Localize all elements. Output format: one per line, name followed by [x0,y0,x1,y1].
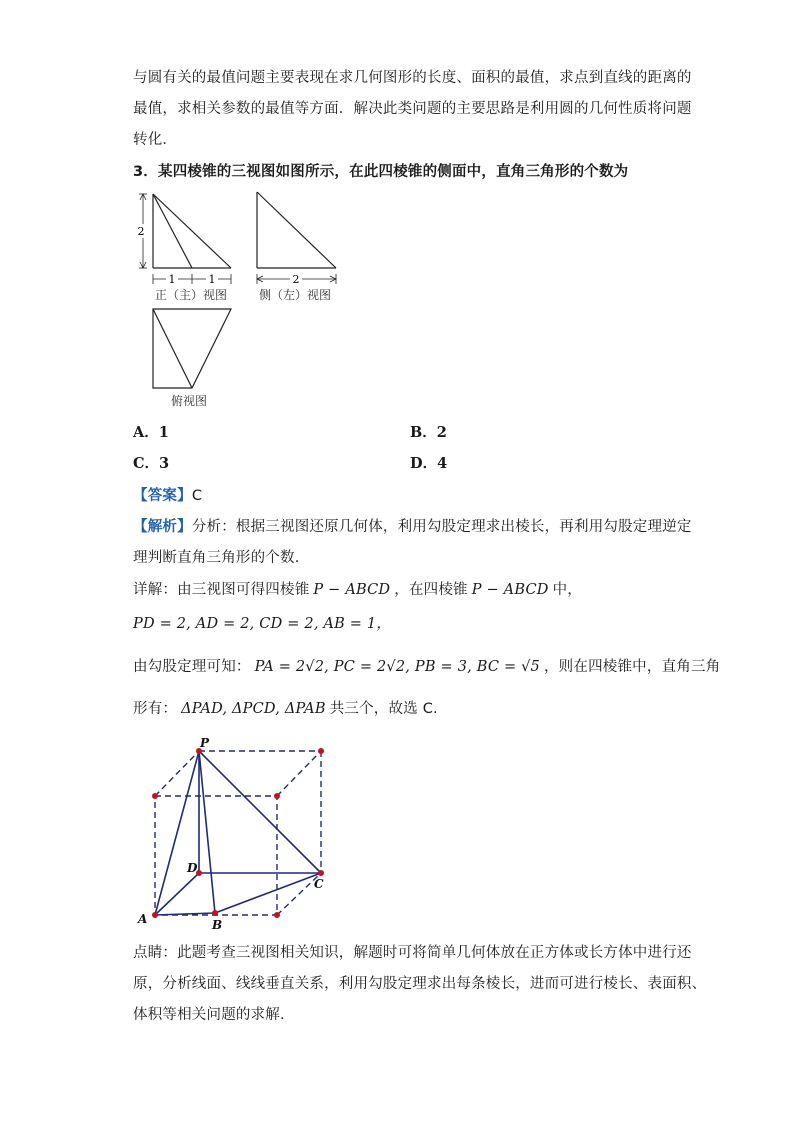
vertex-label-c: C [314,877,324,891]
analysis-line-2: 理判断直角三角形的个数. [133,550,300,566]
comment-line-1: 点睛：此题考查三视图相关知识，解题时可将简单几何体放在正方体或长方体中进行还 [133,945,692,961]
vertex-label-b: B [212,918,223,932]
answer-line [133,484,202,505]
option-b[interactable]: B．2 [410,424,447,441]
detail-line-4 [133,697,438,718]
detail1-text-a: 详解：由三视图可得四棱锥 [133,582,310,598]
detail-line-1 [133,578,582,599]
option-a[interactable]: A．1 [133,424,169,441]
detail4-math: ΔPAD, ΔPCD, ΔPAB [181,701,326,717]
top-view-caption: 俯视图 [171,394,208,408]
dim-two-label: 2 [292,273,300,286]
dim-height-label: 2 [137,225,145,238]
detail-line-3 [133,655,720,676]
question-text: 3．某四棱锥的三视图如图所示，在此四棱锥的侧面中，直角三角形的个数为 [133,164,629,180]
comment-line-3: 体积等相关问题的求解. [133,1007,285,1023]
front-view-figure [133,186,243,291]
vertex-label-p: P [200,736,210,750]
side-view-figure [250,186,350,291]
pyramid-figure [130,732,340,932]
detail3-math: PA = 2√2, PC = 2√2, PB = 3, BC = √5 [254,659,540,675]
detail-line-2: PD = 2, AD = 2, CD = 2, AB = 1， [133,616,392,632]
detail3-text-b: ，则在四棱锥中，直角三角 [543,659,721,675]
detail1-text-c: 中， [552,582,582,598]
answer-tag: 【答案】 [133,488,192,504]
comment-line-2: 原，分析线面、线线垂直关系，利用勾股定理求出每条棱长，进而可进行棱长、表面积、 [133,976,707,992]
dim-one-b-label: 1 [208,273,216,286]
detail1-math-1: P − ABCD [313,582,391,598]
top-view-figure [150,306,235,391]
detail3-text-a: 由勾股定理可知： [133,659,251,675]
front-view-caption: 正（主）视图 [155,288,228,302]
option-c[interactable]: C．3 [133,455,170,472]
detail1-text-b: ，在四棱锥 [394,582,468,598]
side-view-caption: 侧（左）视图 [259,288,332,302]
intro-line-1: 与圆有关的最值问题主要表现在求几何图形的长度、面积的最值，求点到直线的距离的 [133,70,692,86]
analysis-line-1 [133,515,692,536]
detail4-text-a: 形有： [133,701,178,717]
option-d[interactable]: D．4 [410,455,448,472]
analysis-text-1: 分析：根据三视图还原几何体，利用勾股定理求出棱长，再利用勾股定理逆定 [191,519,692,535]
analysis-tag: 【解析】 [133,519,192,535]
detail1-math-2: P − ABCD [471,582,549,598]
detail4-text-b: 共三个，故选 C. [329,701,438,717]
intro-line-3: 转化． [133,132,178,148]
vertex-label-d: D [187,861,198,875]
dim-one-a-label: 1 [168,273,176,286]
vertex-label-a: A [138,912,148,926]
intro-line-2: 最值，求相关参数的最值等方面．解决此类问题的主要思路是利用圆的几何性质将问题 [133,101,692,117]
answer-value: C [191,488,203,504]
